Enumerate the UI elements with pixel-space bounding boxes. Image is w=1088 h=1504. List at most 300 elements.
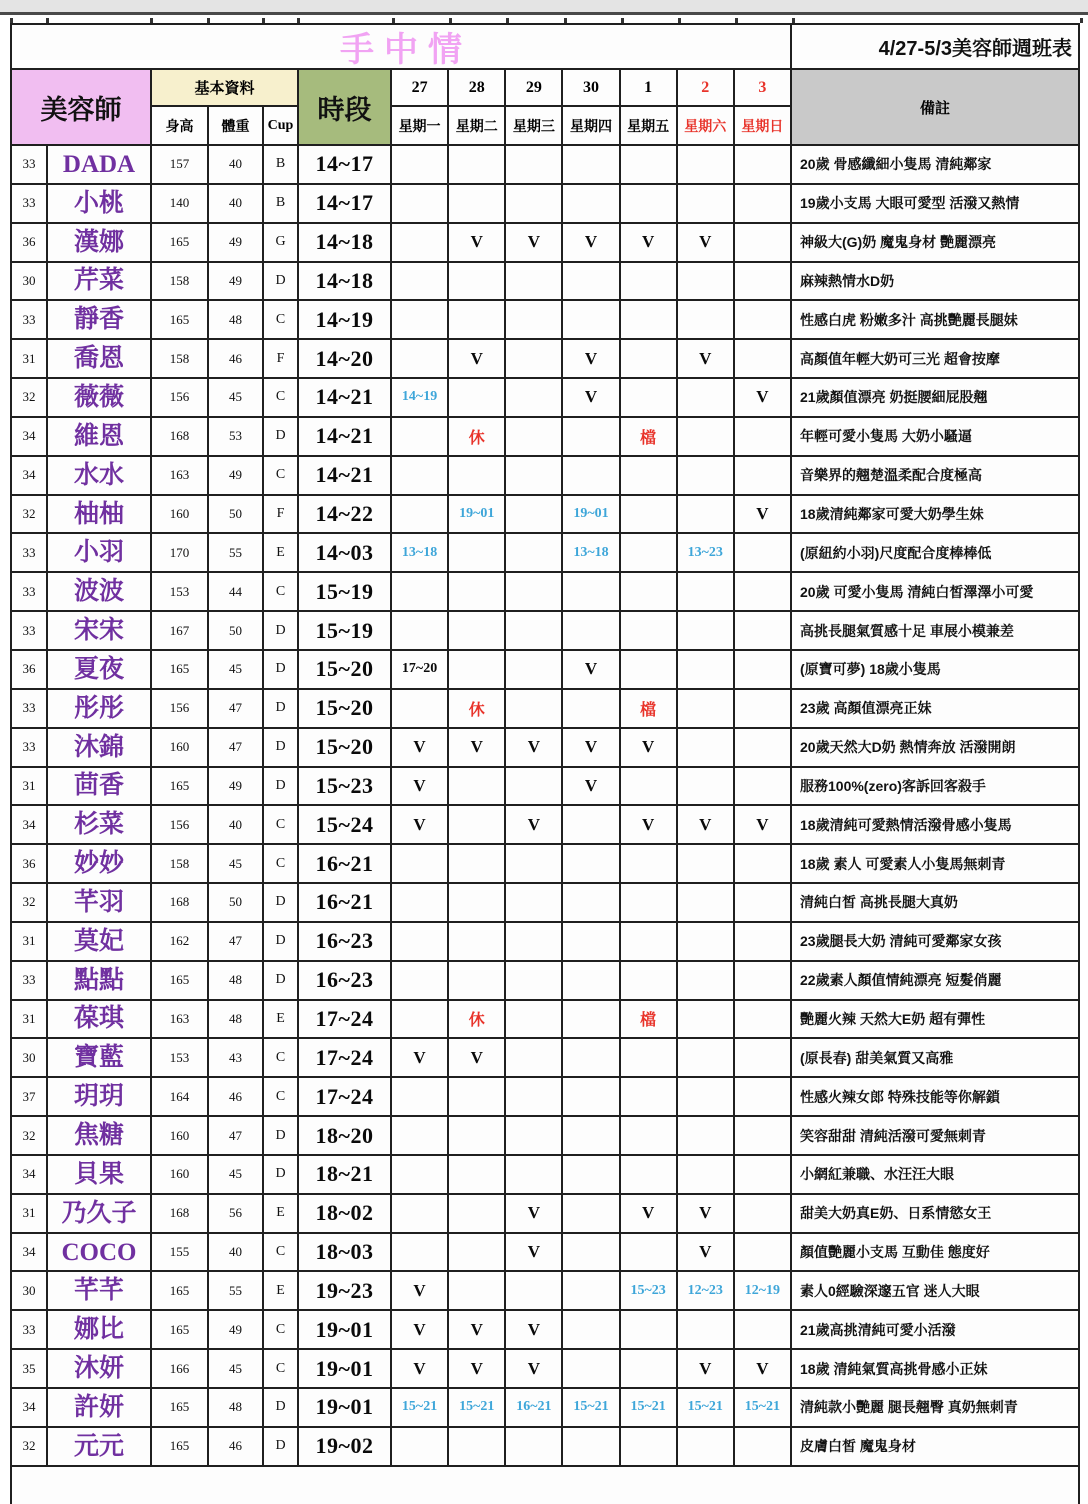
day-cell bbox=[563, 612, 620, 651]
shift-mark: V bbox=[527, 232, 540, 252]
slot-cell: 15~19 bbox=[299, 612, 392, 651]
off-mark: 檔 bbox=[640, 1012, 657, 1030]
note-cell: 顏值艷麗小支馬 互動佳 態度好 bbox=[792, 1234, 1078, 1273]
weight-cell: 45 bbox=[209, 1350, 264, 1389]
day-cell bbox=[392, 1117, 449, 1156]
header-day-weekday: 星期二 bbox=[455, 117, 498, 134]
note-cell: (原寶可夢) 18歲小隻馬 bbox=[792, 651, 1078, 690]
staff-row bbox=[12, 224, 1078, 263]
height-cell: 168 bbox=[152, 884, 209, 923]
day-cell bbox=[678, 923, 735, 962]
age-cell: 31 bbox=[12, 1001, 48, 1040]
cup-cell: E bbox=[264, 1195, 299, 1234]
day-cell bbox=[621, 768, 678, 807]
slot-cell: 18~20 bbox=[299, 1117, 392, 1156]
cup-cell: D bbox=[264, 923, 299, 962]
shift-mark: V bbox=[756, 814, 769, 834]
header-day-column bbox=[449, 70, 506, 146]
weight-cell: 48 bbox=[209, 1001, 264, 1040]
day-cell bbox=[678, 1234, 735, 1273]
height-cell: 163 bbox=[152, 457, 209, 496]
staff-row bbox=[12, 263, 1078, 302]
day-cell bbox=[392, 651, 449, 690]
note-cell: 18歲清純可愛熱情活潑骨感小隻馬 bbox=[792, 806, 1078, 845]
note-cell: 甜美大奶真E奶、日系情慾女王 bbox=[792, 1195, 1078, 1234]
height-cell: 157 bbox=[152, 146, 209, 185]
weight-cell: 45 bbox=[209, 1156, 264, 1195]
age-cell: 35 bbox=[12, 1350, 48, 1389]
day-cell bbox=[563, 651, 620, 690]
title-row bbox=[12, 25, 1078, 70]
shift-mark: 15~21 bbox=[459, 1399, 495, 1415]
weight-cell: 46 bbox=[209, 340, 264, 379]
cup-cell: C bbox=[264, 1234, 299, 1273]
note-cell: 笑容甜甜 清純活潑可愛無刺青 bbox=[792, 1117, 1078, 1156]
height-cell: 165 bbox=[152, 651, 209, 690]
header-day-weekday: 星期日 bbox=[741, 117, 784, 134]
title-cell bbox=[12, 25, 792, 68]
name-cell: 維恩 bbox=[48, 418, 152, 457]
slot-cell: 16~23 bbox=[299, 962, 392, 1001]
day-cell bbox=[621, 651, 678, 690]
header-day-column bbox=[735, 70, 792, 146]
weight-cell: 49 bbox=[209, 224, 264, 263]
staff-row bbox=[12, 379, 1078, 418]
slot-cell: 18~02 bbox=[299, 1195, 392, 1234]
shift-mark: V bbox=[413, 737, 426, 757]
day-cell bbox=[621, 1350, 678, 1389]
weight-cell: 47 bbox=[209, 729, 264, 768]
height-cell: 165 bbox=[152, 301, 209, 340]
day-cell bbox=[392, 418, 449, 457]
cup-cell: C bbox=[264, 1078, 299, 1117]
name-cell: 莫妃 bbox=[48, 923, 152, 962]
day-cell bbox=[735, 1039, 792, 1078]
day-cell bbox=[506, 806, 563, 845]
name-cell: 彤彤 bbox=[48, 690, 152, 729]
day-cell bbox=[449, 263, 506, 302]
day-cells bbox=[392, 1156, 792, 1195]
staff-row bbox=[12, 1389, 1078, 1428]
note-cell: 23歲腿長大奶 清純可愛鄰家女孩 bbox=[792, 923, 1078, 962]
day-cell bbox=[449, 418, 506, 457]
slot-cell: 14~17 bbox=[299, 146, 392, 185]
shift-mark: V bbox=[527, 1242, 540, 1262]
header-day-weekday: 星期四 bbox=[569, 117, 612, 134]
day-cell bbox=[621, 457, 678, 496]
cup-cell: B bbox=[264, 185, 299, 224]
column-tick bbox=[1080, 18, 1083, 23]
height-cell: 165 bbox=[152, 224, 209, 263]
header-height: 身高 bbox=[152, 107, 209, 144]
day-cell bbox=[506, 301, 563, 340]
cup-cell: B bbox=[264, 146, 299, 185]
day-cell bbox=[392, 690, 449, 729]
staff-row bbox=[12, 1311, 1078, 1350]
slot-cell: 15~20 bbox=[299, 690, 392, 729]
cup-cell: D bbox=[264, 1117, 299, 1156]
age-cell: 33 bbox=[12, 573, 48, 612]
height-cell: 165 bbox=[152, 1311, 209, 1350]
day-cell bbox=[506, 1117, 563, 1156]
day-cell bbox=[678, 729, 735, 768]
day-cell bbox=[621, 418, 678, 457]
note-cell: 性感白虎 粉嫩多汁 高挑艷麗長腿妹 bbox=[792, 301, 1078, 340]
day-cells bbox=[392, 1428, 792, 1467]
day-cell bbox=[735, 1234, 792, 1273]
day-cells bbox=[392, 923, 792, 962]
day-cell bbox=[678, 496, 735, 535]
height-cell: 167 bbox=[152, 612, 209, 651]
note-cell: 18歲 素人 可愛素人小隻馬無刺青 bbox=[792, 845, 1078, 884]
day-cells bbox=[392, 457, 792, 496]
day-cell bbox=[678, 457, 735, 496]
day-cells bbox=[392, 496, 792, 535]
day-cell bbox=[392, 1195, 449, 1234]
age-cell: 36 bbox=[12, 224, 48, 263]
note-cell: 21歲高挑清純可愛小活潑 bbox=[792, 1311, 1078, 1350]
slot-cell: 19~01 bbox=[299, 1311, 392, 1350]
day-cell bbox=[621, 1311, 678, 1350]
day-cell bbox=[678, 612, 735, 651]
weight-cell: 45 bbox=[209, 651, 264, 690]
day-cell bbox=[563, 146, 620, 185]
day-cell bbox=[621, 185, 678, 224]
shift-mark: V bbox=[584, 775, 598, 795]
sheet-top-edge bbox=[0, 0, 1088, 15]
day-cell bbox=[735, 651, 792, 690]
day-cells bbox=[392, 1234, 792, 1273]
day-cell bbox=[735, 185, 792, 224]
slot-cell: 15~20 bbox=[299, 651, 392, 690]
staff-row bbox=[12, 1428, 1078, 1467]
day-cell bbox=[392, 301, 449, 340]
day-cell bbox=[506, 1234, 563, 1273]
slot-cell: 17~24 bbox=[299, 1001, 392, 1040]
weight-cell: 49 bbox=[209, 457, 264, 496]
age-cell: 31 bbox=[12, 1195, 48, 1234]
staff-row bbox=[12, 1001, 1078, 1040]
day-cell bbox=[563, 1389, 620, 1428]
weight-cell: 50 bbox=[209, 884, 264, 923]
day-cell bbox=[506, 1078, 563, 1117]
day-cell bbox=[392, 884, 449, 923]
name-cell: 夏夜 bbox=[48, 651, 152, 690]
height-cell: 170 bbox=[152, 534, 209, 573]
day-cell bbox=[678, 263, 735, 302]
day-cell bbox=[449, 1389, 506, 1428]
day-cell bbox=[621, 806, 678, 845]
name-cell: 喬恩 bbox=[48, 340, 152, 379]
day-cell bbox=[678, 1078, 735, 1117]
day-cell bbox=[563, 1195, 620, 1234]
header-day-column bbox=[506, 70, 563, 146]
day-cell bbox=[621, 263, 678, 302]
weight-cell: 49 bbox=[209, 1311, 264, 1350]
staff-row bbox=[12, 884, 1078, 923]
day-cell bbox=[506, 884, 563, 923]
day-cell bbox=[678, 1428, 735, 1467]
day-cell bbox=[506, 1428, 563, 1467]
header-days bbox=[392, 70, 792, 146]
name-cell: 沐妍 bbox=[48, 1350, 152, 1389]
day-cell bbox=[678, 1311, 735, 1350]
staff-row bbox=[12, 612, 1078, 651]
day-cell bbox=[506, 1389, 563, 1428]
shift-mark: 13~18 bbox=[573, 544, 609, 560]
day-cell bbox=[735, 496, 792, 535]
slot-cell: 14~03 bbox=[299, 534, 392, 573]
day-cell bbox=[621, 1156, 678, 1195]
shift-mark: V bbox=[584, 232, 598, 252]
day-cell bbox=[678, 1195, 735, 1234]
day-cell bbox=[449, 729, 506, 768]
age-cell: 32 bbox=[12, 884, 48, 923]
day-cell bbox=[563, 923, 620, 962]
day-cell bbox=[678, 768, 735, 807]
staff-row bbox=[12, 457, 1078, 496]
day-cells bbox=[392, 690, 792, 729]
shift-mark: V bbox=[527, 737, 540, 757]
day-cell bbox=[449, 962, 506, 1001]
height-cell: 165 bbox=[152, 962, 209, 1001]
day-cell bbox=[563, 729, 620, 768]
shift-mark: V bbox=[699, 814, 712, 834]
slot-cell: 16~21 bbox=[299, 845, 392, 884]
staff-row bbox=[12, 534, 1078, 573]
day-cell bbox=[449, 612, 506, 651]
weight-cell: 55 bbox=[209, 1272, 264, 1311]
note-cell: 小網紅兼職、水汪汪大眼 bbox=[792, 1156, 1078, 1195]
day-cell bbox=[735, 263, 792, 302]
empty-row bbox=[12, 1467, 1078, 1504]
slot-cell: 17~24 bbox=[299, 1039, 392, 1078]
day-cells bbox=[392, 806, 792, 845]
weight-cell: 40 bbox=[209, 806, 264, 845]
slot-cell: 18~03 bbox=[299, 1234, 392, 1273]
day-cell bbox=[621, 146, 678, 185]
header-day-date: 2 bbox=[678, 70, 733, 107]
weight-cell: 48 bbox=[209, 1389, 264, 1428]
shift-mark: 13~18 bbox=[401, 544, 438, 560]
slot-cell: 19~01 bbox=[299, 1350, 392, 1389]
day-cell bbox=[506, 729, 563, 768]
day-cell bbox=[392, 1156, 449, 1195]
day-cells bbox=[392, 845, 792, 884]
day-cells bbox=[392, 263, 792, 302]
day-cell bbox=[563, 768, 620, 807]
day-cell bbox=[563, 962, 620, 1001]
note-cell: 皮膚白皙 魔鬼身材 bbox=[792, 1428, 1078, 1467]
day-cell bbox=[735, 1001, 792, 1040]
weight-cell: 47 bbox=[209, 1117, 264, 1156]
weight-cell: 44 bbox=[209, 573, 264, 612]
name-cell: 玥玥 bbox=[48, 1078, 152, 1117]
note-cell: 性感火辣女郎 特殊技能等你解鎖 bbox=[792, 1078, 1078, 1117]
shift-mark: V bbox=[413, 814, 426, 834]
name-cell: 芊羽 bbox=[48, 884, 152, 923]
day-cell bbox=[735, 379, 792, 418]
day-cell bbox=[563, 1078, 620, 1117]
note-cell: 艷麗火辣 天然大E奶 超有彈性 bbox=[792, 1001, 1078, 1040]
cup-cell: G bbox=[264, 224, 299, 263]
day-cell bbox=[735, 690, 792, 729]
weight-cell: 53 bbox=[209, 418, 264, 457]
day-cell bbox=[563, 418, 620, 457]
age-cell: 30 bbox=[12, 1039, 48, 1078]
shift-mark: V bbox=[756, 1358, 769, 1378]
day-cell bbox=[449, 573, 506, 612]
header-day-column bbox=[621, 70, 678, 146]
shift-mark: V bbox=[584, 659, 598, 679]
day-cell bbox=[678, 651, 735, 690]
shift-mark: 15~21 bbox=[687, 1399, 723, 1415]
staff-row bbox=[12, 146, 1078, 185]
day-cell bbox=[735, 418, 792, 457]
day-cell bbox=[678, 379, 735, 418]
day-cells bbox=[392, 534, 792, 573]
day-cell bbox=[392, 729, 449, 768]
height-cell: 156 bbox=[152, 690, 209, 729]
day-cell bbox=[735, 1389, 792, 1428]
day-cell bbox=[506, 340, 563, 379]
day-cell bbox=[735, 1428, 792, 1467]
day-cells bbox=[392, 340, 792, 379]
shift-mark: 15~21 bbox=[401, 1399, 438, 1415]
age-cell: 33 bbox=[12, 729, 48, 768]
day-cell bbox=[506, 379, 563, 418]
day-cell bbox=[506, 1311, 563, 1350]
name-cell: COCO bbox=[48, 1234, 152, 1273]
staff-row bbox=[12, 1234, 1078, 1273]
day-cell bbox=[735, 340, 792, 379]
slot-cell: 15~24 bbox=[299, 806, 392, 845]
slot-cell: 19~01 bbox=[299, 1389, 392, 1428]
age-cell: 33 bbox=[12, 534, 48, 573]
day-cell bbox=[392, 806, 449, 845]
shift-mark: V bbox=[641, 814, 655, 834]
name-cell: 寶藍 bbox=[48, 1039, 152, 1078]
staff-row bbox=[12, 573, 1078, 612]
day-cell bbox=[678, 1389, 735, 1428]
cup-cell: C bbox=[264, 806, 299, 845]
day-cell bbox=[621, 962, 678, 1001]
height-cell: 160 bbox=[152, 496, 209, 535]
note-cell: (原紐約小羽)尺度配合度棒棒低 bbox=[792, 534, 1078, 573]
day-cell bbox=[735, 1117, 792, 1156]
day-cell bbox=[563, 1311, 620, 1350]
staff-row bbox=[12, 923, 1078, 962]
staff-row bbox=[12, 1350, 1078, 1389]
age-cell: 30 bbox=[12, 263, 48, 302]
off-mark: 檔 bbox=[640, 701, 657, 719]
age-cell: 34 bbox=[12, 806, 48, 845]
day-cell bbox=[563, 1117, 620, 1156]
note-cell: 19歲小支馬 大眼可愛型 活潑又熱情 bbox=[792, 185, 1078, 224]
slot-cell: 16~23 bbox=[299, 923, 392, 962]
day-cells bbox=[392, 224, 792, 263]
day-cell bbox=[506, 1195, 563, 1234]
day-cell bbox=[678, 573, 735, 612]
day-cell bbox=[449, 1039, 506, 1078]
name-cell: 乃久子 bbox=[48, 1195, 152, 1234]
age-cell: 33 bbox=[12, 690, 48, 729]
name-cell: 茴香 bbox=[48, 768, 152, 807]
day-cell bbox=[678, 962, 735, 1001]
shift-mark: 14~19 bbox=[401, 389, 438, 405]
header-day-date: 29 bbox=[506, 70, 561, 107]
name-cell: 靜香 bbox=[48, 301, 152, 340]
day-cell bbox=[449, 340, 506, 379]
day-cell bbox=[506, 1156, 563, 1195]
name-cell: 柚柚 bbox=[48, 496, 152, 535]
staff-row bbox=[12, 768, 1078, 807]
name-cell: 元元 bbox=[48, 1428, 152, 1467]
age-cell: 31 bbox=[12, 768, 48, 807]
height-cell: 153 bbox=[152, 573, 209, 612]
day-cell bbox=[678, 224, 735, 263]
day-cells bbox=[392, 1039, 792, 1078]
weight-cell: 49 bbox=[209, 263, 264, 302]
day-cell bbox=[678, 1272, 735, 1311]
shift-mark: V bbox=[470, 232, 483, 252]
header-day-column bbox=[678, 70, 735, 146]
day-cell bbox=[392, 962, 449, 1001]
day-cell bbox=[621, 1195, 678, 1234]
day-cell bbox=[735, 1078, 792, 1117]
day-cell bbox=[621, 1428, 678, 1467]
shift-mark: V bbox=[470, 1358, 483, 1378]
day-cell bbox=[735, 1195, 792, 1234]
day-cells bbox=[392, 729, 792, 768]
shift-mark: V bbox=[470, 737, 483, 757]
cup-cell: D bbox=[264, 418, 299, 457]
day-cell bbox=[621, 340, 678, 379]
day-cell bbox=[449, 534, 506, 573]
height-cell: 140 bbox=[152, 185, 209, 224]
day-cell bbox=[735, 612, 792, 651]
day-cell bbox=[678, 1156, 735, 1195]
age-cell: 34 bbox=[12, 1156, 48, 1195]
age-cell: 36 bbox=[12, 845, 48, 884]
day-cell bbox=[392, 1350, 449, 1389]
day-cell bbox=[506, 573, 563, 612]
slot-cell: 14~21 bbox=[299, 457, 392, 496]
weight-cell: 56 bbox=[209, 1195, 264, 1234]
note-cell: 23歲 高顏值漂亮正妹 bbox=[792, 690, 1078, 729]
slot-cell: 14~18 bbox=[299, 224, 392, 263]
shift-mark: V bbox=[641, 232, 655, 252]
cup-cell: C bbox=[264, 1039, 299, 1078]
day-cell bbox=[563, 845, 620, 884]
header-day-weekday: 星期一 bbox=[398, 117, 441, 134]
note-cell: 18歲清純鄰家可愛大奶學生妹 bbox=[792, 496, 1078, 535]
shift-mark: 19~01 bbox=[459, 506, 495, 522]
day-cell bbox=[621, 224, 678, 263]
age-cell: 33 bbox=[12, 962, 48, 1001]
shift-mark: V bbox=[470, 348, 483, 368]
weight-cell: 40 bbox=[209, 185, 264, 224]
note-cell: 高顏值年輕大奶可三光 超會按摩 bbox=[792, 340, 1078, 379]
day-cell bbox=[621, 690, 678, 729]
day-cell bbox=[392, 534, 449, 573]
age-cell: 34 bbox=[12, 1389, 48, 1428]
staff-row bbox=[12, 729, 1078, 768]
weight-cell: 47 bbox=[209, 923, 264, 962]
header-timeslot: 時段 bbox=[299, 70, 392, 146]
day-cell bbox=[563, 379, 620, 418]
cup-cell: F bbox=[264, 496, 299, 535]
